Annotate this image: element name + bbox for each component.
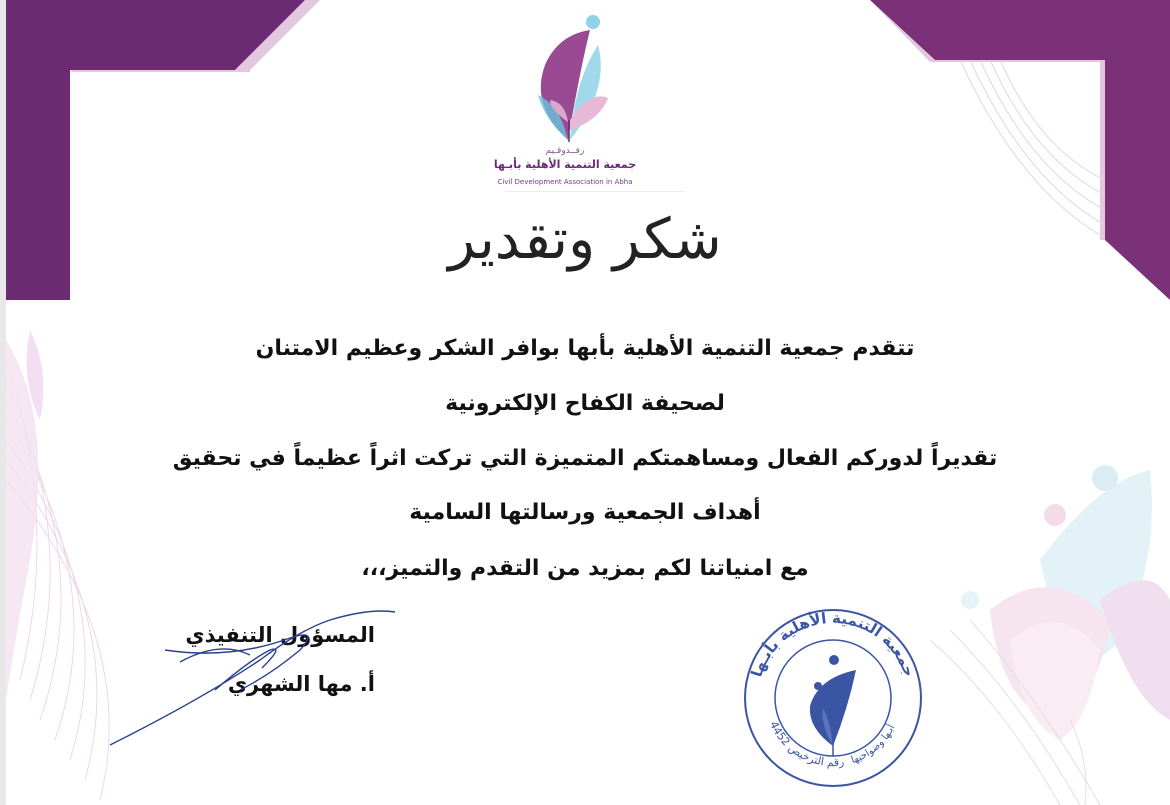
logo-top-text: رفــدوقـيم [545,146,585,156]
certificate-title: شكر وتقدير [448,207,722,272]
signatory-name: أ. مها الشهري [227,672,375,696]
official-stamp [738,598,928,798]
stamp-inner-text: أبـها وضواحيها [849,723,898,767]
logo-english-name: Civil Development Association in Abha [497,178,633,186]
body-line-2: لصحيفة الكفاح الإلكترونية [445,391,725,416]
stamp-license-text: رقم الترخيص 4452 [767,719,845,770]
logo-arabic-name: جمعية التنمية الأهلية بأبـها [493,158,637,171]
body-line-1: تتقدم جمعية التنمية الأهلية بأبها بوافر الشكر وعظيم الامتنان [255,336,915,361]
body-line-4: أهداف الجمعية ورسالتها السامية [409,500,761,525]
flower-logo-icon [490,10,640,150]
body-line-3: تقديراً لدوركم الفعال ومساهمتكم المتميزة التي تركت اثراً عظيماً في تحقيق [172,446,998,471]
stamp-outer-text: جمعية التنمية الأهلية بأبـها [747,608,919,680]
body-line-5: مع امنياتنا لكم بمزيد من التقدم والتميز،،، [361,556,809,581]
signatory-role: المسؤول التنفيذي [185,623,375,647]
stamp-seal-icon [738,598,928,798]
association-logo [490,10,640,195]
